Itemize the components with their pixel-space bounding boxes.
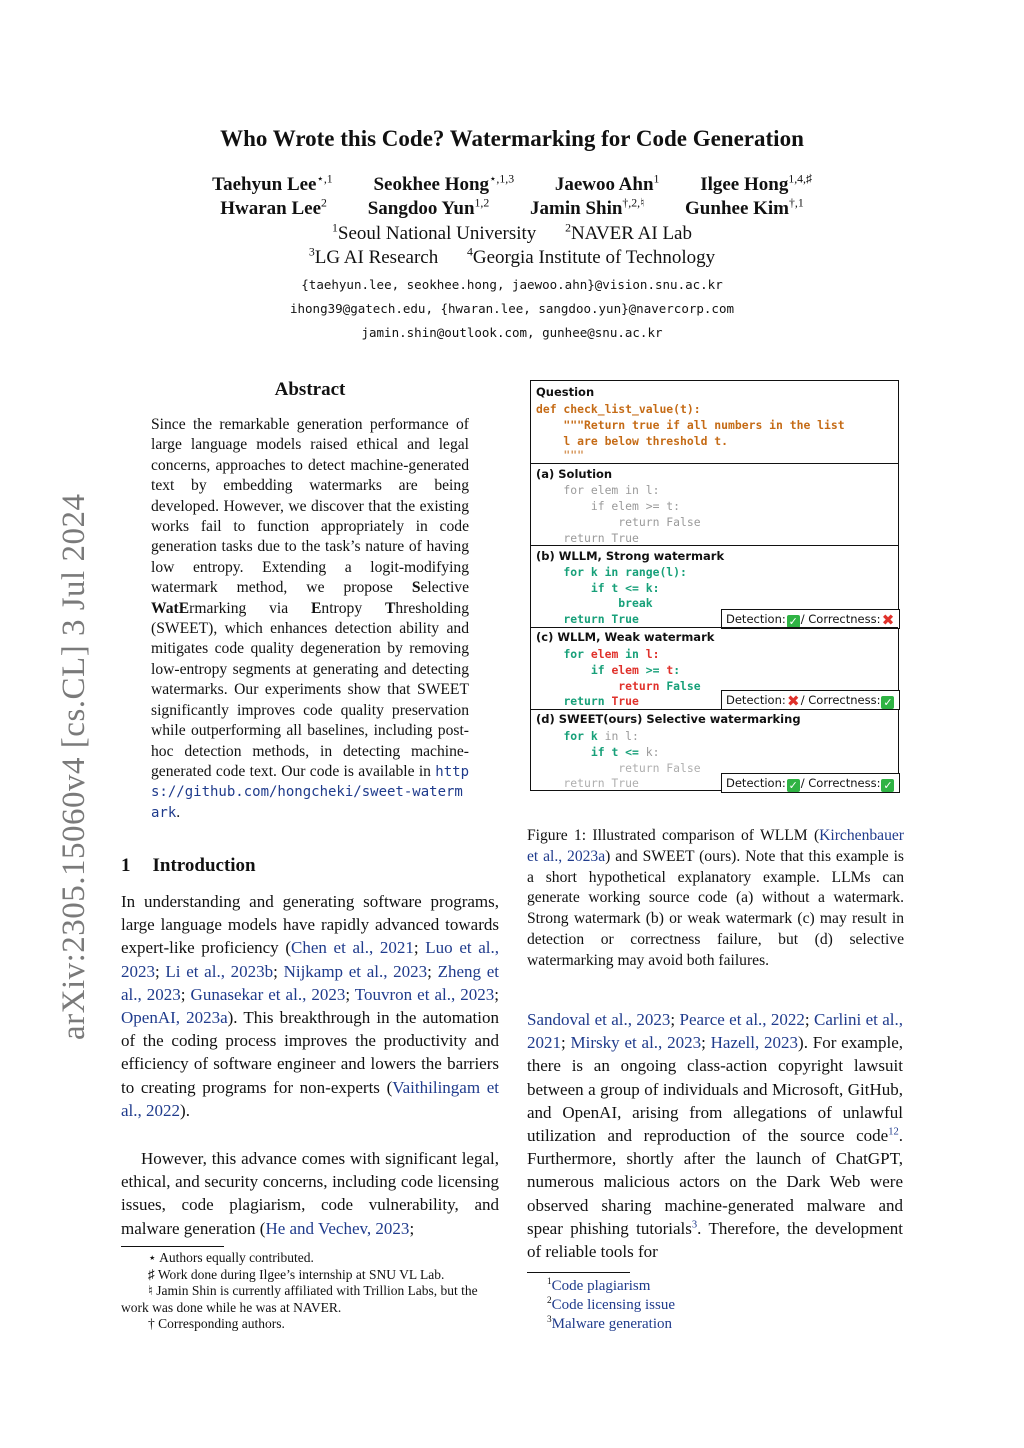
abstract-heading: Abstract	[274, 379, 346, 400]
code-line: return False	[536, 761, 701, 775]
author: Ilgee Hong$^{1,4,♯}$	[700, 172, 812, 195]
author-row-1	[0, 174, 1024, 196]
check-mark-icon: ✓	[883, 779, 893, 792]
figure-section-label: Question	[536, 385, 595, 399]
footnote: $^2$Code licensing issue	[547, 1296, 675, 1313]
code-line: return True	[563, 694, 639, 708]
code-line: for k in range(l):	[536, 565, 687, 579]
section-heading-introduction: 1 Introduction	[121, 855, 256, 876]
citation-link[interactable]: Luo et al., 2023	[121, 938, 500, 981]
figure-divider	[531, 627, 898, 628]
intro-paragraph-2: However, this advance comes with significant legal, ethical, and security concerns, including code licensing issues, code plagiarism, code vulnerability, and malware generation (He and Vechev, 2023;	[121, 1149, 499, 1238]
author: Seokhee Hong$^{⋆,1,3}$	[373, 172, 515, 195]
author: Jaewoo Ahn$^1$	[554, 172, 660, 195]
author: Hwaran Lee$^2$	[220, 196, 327, 219]
footnote: † Corresponding authors.	[148, 1316, 285, 1332]
code-line: return True	[536, 612, 639, 626]
citation-link[interactable]: Kirchenbauer et al., 2023a	[527, 827, 904, 865]
footnote-link[interactable]: Code licensing issue	[551, 1297, 675, 1313]
code-line: def check_list_value(t):	[536, 402, 701, 416]
footnote-link[interactable]: Code plagiarism	[551, 1278, 651, 1294]
citation-link[interactable]: Nijkamp et al., 2023	[283, 961, 428, 981]
author: Taehyun Lee$^{⋆,1}$	[212, 172, 333, 195]
figure-divider	[531, 545, 898, 546]
detection-badge: Detection:✖/ Correctness: ✓	[721, 690, 900, 710]
citation-link[interactable]: Touvron et al., 2023	[354, 984, 495, 1004]
detection-badge: Detection: ✓ / Correctness:✖	[721, 609, 900, 629]
citation-link[interactable]: Chen et al., 2021	[291, 938, 414, 958]
email-line: jamin.shin@outlook.com, gunhee@snu.ac.kr	[361, 325, 663, 340]
left-footnotes	[121, 1250, 499, 1333]
figure-1-caption: Figure 1: Illustrated comparison of WLLM (Kirchenbauer et al., 2023a) and SWEET (ours). Note that this example is a short hypothetical explanatory example. LLMs can generate working source code (a) without a watermark. Strong watermark (b) or weak watermark (c) may result in detection or correctness failure, but (d) selective watermarking may avoid both failures.	[527, 827, 904, 969]
author: Sangdoo Yun$^{1,2}$	[367, 196, 490, 219]
affiliation-row-1: $^1$Seoul National University $^2$NAVER AI Lab	[332, 221, 692, 244]
author-row-2	[0, 198, 1024, 220]
footnote-link[interactable]: Malware generation	[551, 1316, 673, 1332]
email-line: {taehyun.lee, seokhee.hong, jaewoo.ahn}@vision.snu.ac.kr	[301, 277, 723, 292]
code-line: for elem in l:	[536, 483, 660, 497]
citation-link[interactable]: Hazell, 2023	[710, 1033, 799, 1053]
author: Gunhee Kim$^{\dagger,1}$	[685, 196, 804, 219]
footnote: ♮ Jamin Shin is currently affiliated with Trillion Labs, but the work was done while he was at NAVER.	[121, 1283, 478, 1315]
citation-link[interactable]: OpenAI, 2023a	[121, 1008, 228, 1028]
footnote-marker[interactable]: 3	[691, 1219, 698, 1231]
figure-section-label: (c) WLLM, Weak watermark	[536, 630, 715, 644]
code-line: if t <= k:	[536, 581, 660, 595]
citation-link[interactable]: Gunasekar et al., 2023	[190, 984, 346, 1004]
figure-section-label: (a) Solution	[536, 467, 613, 481]
citation-link[interactable]: Vaithilingam et al., 2022	[121, 1077, 499, 1120]
code-line: for elem in l:	[563, 647, 660, 661]
code-line: return True	[536, 776, 639, 790]
right-column-paragraph: Sandoval et al., 2023; Pearce et al., 2022; Carlini et al., 2021; Mirsky et al., 2023; Hazell, 2023). For example, there is an ongoing class-action copyright lawsuit between a group of individuals and Microsoft, GitHub, and OpenAI, arising from allegations of unlawful utilization and reproduction of the source code$^{12}$. Furthermore, shortly after the launch of ChatGPT, numerous malicious actors on the Dark Web were observed sharing machine-generated malware and spear phishing tutorials$^3$. Therefore, the development of reliable tools for	[527, 1010, 904, 1262]
code-line: return False	[618, 679, 701, 693]
code-line: for k in l:	[563, 729, 639, 743]
abstract-body: Since the remarkable generation performance of large language models raised ethical and legal concerns, approaches to detect machine-generated text by embedding watermarks are being developed. However, we discover that the existing works fail to function appropriately in code generation tasks due to the task’s nature of having low entropy. Extending a logit-modifying watermark method, we propose Selective WatErmarking via Entropy Thresholding (SWEET), which enhances detection ability and mitigates code quality degeneration by removing low-entropy segments at generating and detecting watermarks. Our experiments show that SWEET significantly improves code quality preservation while outperforming all baselines, including post-hoc detection methods, in detecting machine-generated code text. Our code is available in https://github.com/hongcheki/sweet-watermark.	[151, 416, 469, 821]
figure-section-label: (b) WLLM, Strong watermark	[536, 549, 725, 563]
footnote: $^3$Malware generation	[547, 1315, 673, 1332]
code-line: return True	[536, 531, 639, 545]
citation-link[interactable]: He and Vechev, 2023	[265, 1218, 410, 1238]
check-mark-icon: ✓	[788, 615, 798, 628]
affiliation-row-2: $^3$LG AI Research $^4$Georgia Institute of Technology	[308, 245, 716, 268]
figure-section-label: (d) SWEET(ours) Selective watermarking	[536, 712, 801, 726]
code-line: break	[536, 596, 653, 610]
paper-title: Who Wrote this Code? Watermarking for Code Generation	[220, 126, 804, 151]
footnote: ⋆ Authors equally contributed.	[148, 1250, 314, 1265]
cross-mark-icon: ✖	[786, 692, 800, 710]
right-footnotes	[527, 1277, 675, 1334]
footnote: $^1$Code plagiarism	[547, 1277, 651, 1294]
arxiv-side-label: arXiv:2305.15060v4 [cs.CL] 3 Jul 2024	[56, 493, 92, 1040]
check-mark-icon: ✓	[883, 696, 893, 709]
footnote-rule	[121, 1246, 224, 1247]
check-mark-icon: ✓	[788, 779, 798, 792]
code-line: """	[536, 448, 585, 462]
code-line: l are below threshold t.	[536, 434, 729, 448]
figure-divider	[531, 709, 898, 710]
citation-link[interactable]: Sandoval et al., 2023	[527, 1010, 671, 1029]
intro-paragraph-1: In understanding and generating software programs, large language models have rapidly advanced towards expert-like proficiency (Chen et al., 2021; Luo et al., 2023; Li et al., 2023b; Nijkamp et al., 2023; Zheng et al., 2023; Gunasekar et al., 2023; Touvron et al., 2023; OpenAI, 2023a). This breakthrough in the automation of the coding process improves the productivity and efficiency of software engineer and lowers the barriers to creating programs for non-experts (Vaithilingam et al., 2022).	[121, 892, 500, 1120]
footnote-marker[interactable]: 12	[888, 1126, 899, 1138]
code-line: if t <= k:	[590, 745, 660, 759]
cross-mark-icon: ✖	[881, 611, 895, 629]
author: Jamin Shin$^{\dagger,2,♮}$	[530, 196, 645, 219]
figure-1-code-comparison	[530, 380, 899, 791]
citation-link[interactable]: Li et al., 2023b	[165, 961, 274, 981]
citation-link[interactable]: Carlini et al., 2021	[527, 1010, 903, 1053]
code-line: if elem >= t:	[536, 499, 681, 513]
code-line: if elem >= t:	[590, 663, 681, 677]
footnote: ♯ Work done during Ilgee’s internship at SNU VL Lab.	[148, 1266, 445, 1282]
citation-link[interactable]: Pearce et al., 2022	[679, 1010, 805, 1029]
citation-link[interactable]: Zheng et al., 2023	[121, 961, 499, 1004]
footnote-rule	[527, 1272, 630, 1273]
figure-divider	[531, 463, 898, 464]
email-line: ihong39@gatech.edu, {hwaran.lee, sangdoo.yun}@navercorp.com	[289, 301, 734, 316]
code-repo-link[interactable]: https://github.com/hongcheki/sweet-watermark	[151, 763, 469, 821]
code-line: """Return true if all numbers in the list	[536, 418, 845, 432]
code-line: return False	[536, 515, 701, 529]
detection-badge: Detection: ✓ / Correctness: ✓	[721, 773, 900, 793]
citation-link[interactable]: Mirsky et al., 2023	[570, 1033, 702, 1053]
